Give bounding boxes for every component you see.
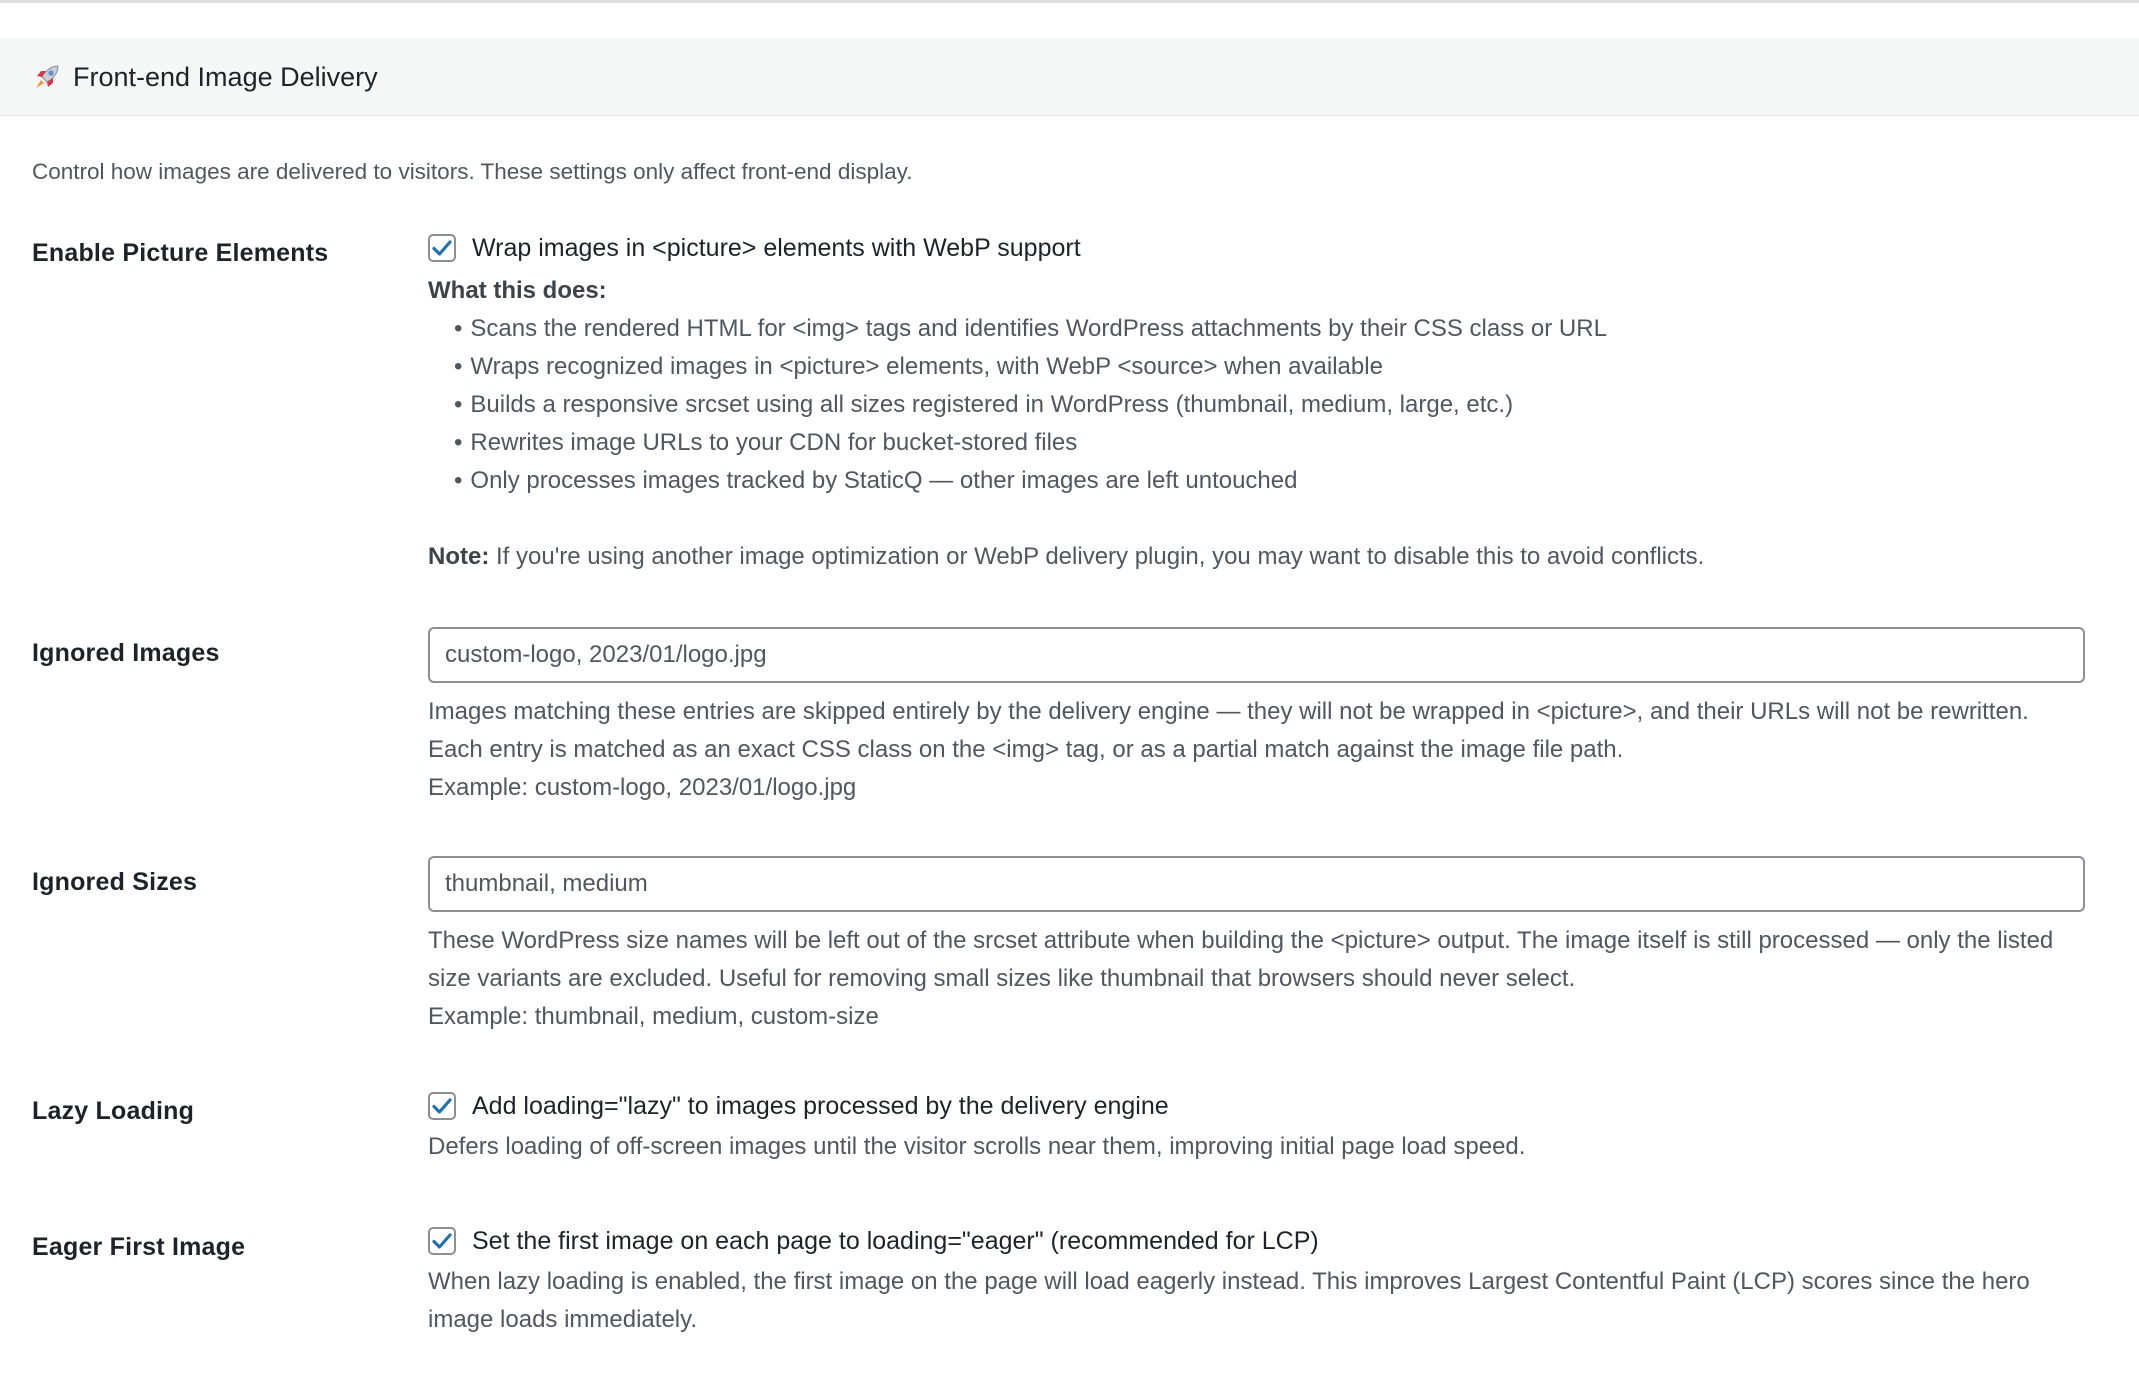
checkmark-icon bbox=[431, 1095, 453, 1117]
note-text: If you're using another image optimization or WebP delivery plugin, you may want to disable this to avoid conflicts. bbox=[496, 543, 1705, 570]
lazy-loading-field bbox=[428, 1086, 2088, 1166]
lazy-loading-checkbox-label[interactable]: Add loading="lazy" to images processed by the delivery engine bbox=[472, 1092, 1169, 1120]
picture-elements-field bbox=[428, 228, 2088, 576]
picture-elements-checkbox-label[interactable]: Wrap images in <picture> elements with WebP support bbox=[472, 234, 1081, 262]
eager-first-image-field bbox=[428, 1221, 2088, 1339]
eager-first-image-option[interactable] bbox=[428, 1221, 2088, 1261]
eager-first-image-checkbox-label[interactable]: Set the first image on each page to loading="eager" (recommended for LCP) bbox=[472, 1227, 1319, 1255]
lazy-loading-option[interactable] bbox=[428, 1086, 2088, 1126]
checkmark-icon bbox=[431, 237, 453, 259]
list-item: • Scans the rendered HTML for <img> tags and identifies WordPress attachments by their CSS class or URL bbox=[454, 310, 2088, 348]
lazy-loading-help: Defers loading of off-screen images until the visitor scrolls near them, improving initial page load speed. bbox=[428, 1133, 1526, 1160]
list-item: • Builds a responsive srcset using all sizes registered in WordPress (thumbnail, medium, large, etc.) bbox=[454, 386, 2088, 424]
ignored-images-example: Example: custom-logo, 2023/01/logo.jpg bbox=[428, 774, 857, 801]
conflict-note bbox=[428, 538, 2088, 576]
lazy-loading-checkbox[interactable] bbox=[428, 1092, 456, 1120]
section-header bbox=[0, 38, 2139, 116]
ignored-images-help bbox=[428, 693, 2088, 807]
list-item: • Rewrites image URLs to your CDN for bucket-stored files bbox=[454, 424, 2088, 462]
eager-first-image-help: When lazy loading is enabled, the first image on the page will load eagerly instead. This improves Largest Contentful Paint (LCP) scores since the hero image loads immediately. bbox=[428, 1268, 2030, 1333]
lazy-loading-label: Lazy Loading bbox=[32, 1097, 195, 1125]
feature-list bbox=[428, 310, 2088, 500]
ignored-sizes-help-text: These WordPress size names will be left out of the srcset attribute when building the <picture> output. The image itself is still processed — only the listed size variants are excluded. Useful for removing small sizes like thumbnail that browsers should never select. bbox=[428, 927, 2054, 992]
picture-elements-label: Enable Picture Elements bbox=[32, 239, 329, 267]
what-this-does-heading: What this does: bbox=[428, 277, 607, 304]
section-intro: Control how images are delivered to visitors. These settings only affect front-end display. bbox=[32, 159, 913, 184]
top-divider bbox=[0, 0, 2139, 3]
ignored-images-field bbox=[428, 627, 2088, 807]
ignored-sizes-field bbox=[428, 856, 2088, 1036]
eager-first-image-checkbox[interactable] bbox=[428, 1227, 456, 1255]
ignored-sizes-example: Example: thumbnail, medium, custom-size bbox=[428, 1003, 879, 1030]
checkmark-icon bbox=[431, 1230, 453, 1252]
picture-elements-checkbox[interactable] bbox=[428, 234, 456, 262]
eager-first-image-label: Eager First Image bbox=[32, 1233, 246, 1261]
ignored-images-help-text: Images matching these entries are skipped entirely by the delivery engine — they will not be wrapped in <picture>, and their URLs will not be rewritten. Each entry is matched as an exact CSS class on the <img> tag, or as a partial match against the image file path. bbox=[428, 698, 2029, 763]
ignored-sizes-label: Ignored Sizes bbox=[32, 868, 198, 896]
list-item: • Only processes images tracked by StaticQ — other images are left untouched bbox=[454, 462, 2088, 500]
rocket-icon bbox=[32, 62, 62, 92]
section-title: Front-end Image Delivery bbox=[73, 62, 378, 92]
ignored-sizes-input[interactable] bbox=[428, 856, 2085, 912]
ignored-images-label: Ignored Images bbox=[32, 639, 220, 667]
note-label: Note: bbox=[428, 543, 490, 570]
ignored-images-input[interactable] bbox=[428, 627, 2085, 683]
picture-elements-option[interactable] bbox=[428, 228, 2088, 268]
picture-elements-description bbox=[428, 272, 2088, 576]
ignored-sizes-help bbox=[428, 922, 2088, 1036]
list-item: • Wraps recognized images in <picture> elements, with WebP <source> when available bbox=[454, 348, 2088, 386]
